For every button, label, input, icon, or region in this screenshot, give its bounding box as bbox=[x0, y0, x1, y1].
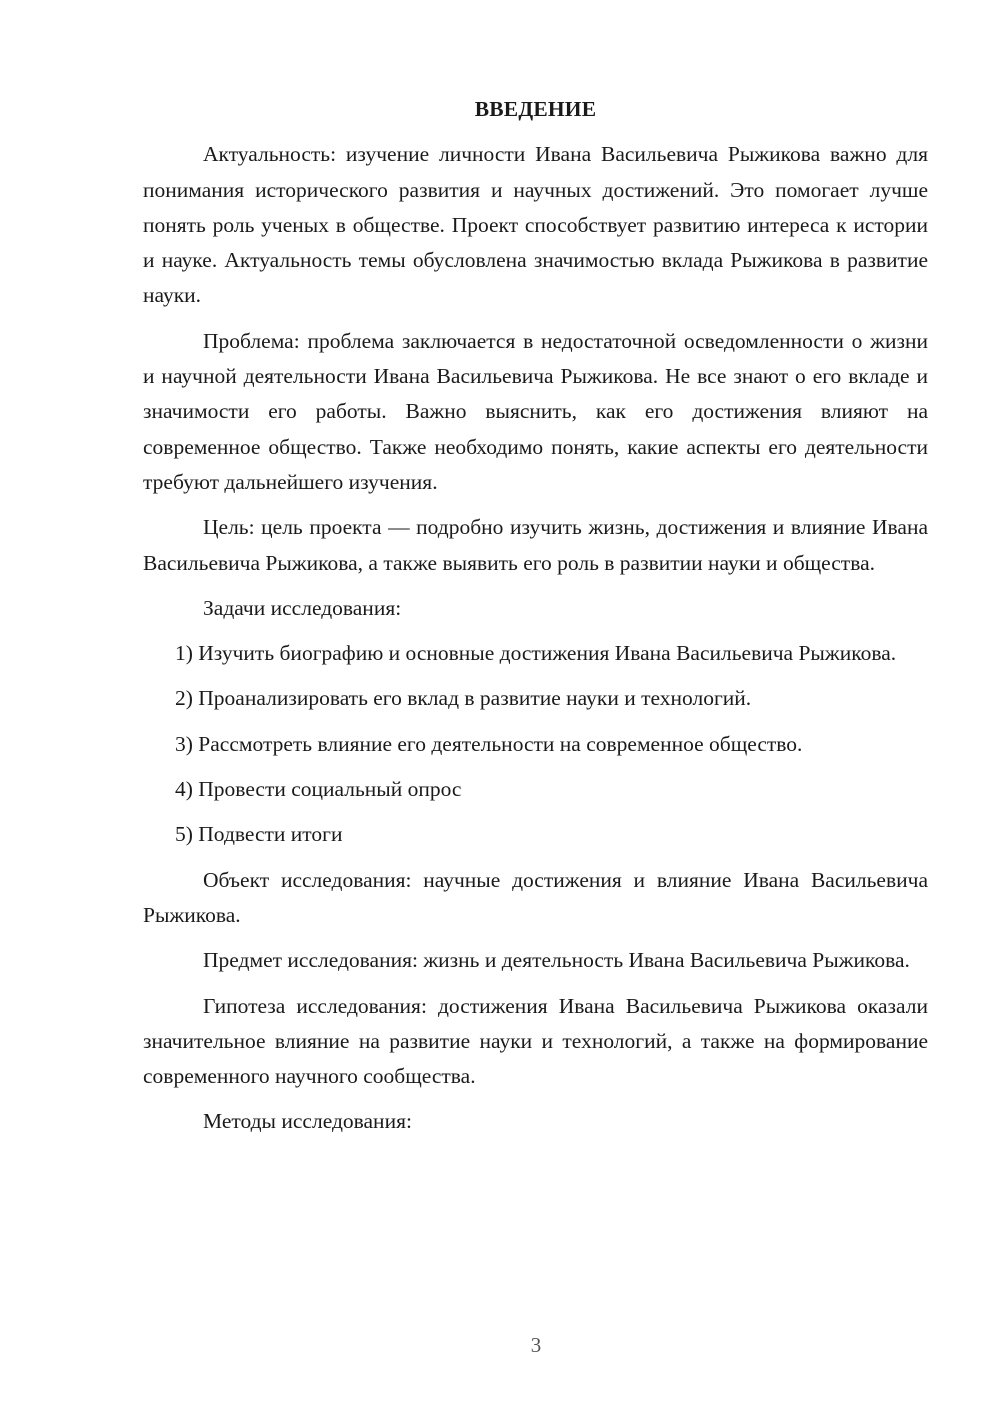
problem-paragraph: Проблема: проблема заключается в недостаточной осведомленности о жизни и научной деятельности Ивана Васильевича Рыжикова. Не все знают о его вкладе и значимости его работы. Важно выяснить, как его достижения влияют на современное общество. Также необходимо понять, какие аспекты его деятельности требуют дальнейшего изучения. bbox=[143, 328, 928, 494]
object-paragraph: Объект исследования: научные достижения и влияние Ивана Васильевича Рыжикова. bbox=[143, 867, 928, 927]
task-item-5: 5) Подвести итоги bbox=[175, 822, 343, 847]
hypothesis-paragraph: Гипотеза исследования: достижения Ивана Васильевича Рыжикова оказали значительное влияние на развитие науки и технологий, а также на формирование современного научного сообщества. bbox=[143, 993, 928, 1089]
goal-paragraph: Цель: цель проекта — подробно изучить жизнь, достижения и влияние Ивана Васильевича Рыжикова, а также выявить его роль в развитии науки и общества. bbox=[143, 515, 928, 575]
task-item-1: 1) Изучить биографию и основные достижения Ивана Васильевича Рыжикова. bbox=[175, 641, 897, 666]
methods-title: Методы исследования: bbox=[203, 1109, 412, 1134]
document-page bbox=[143, 92, 928, 1150]
task-item-3: 3) Рассмотреть влияние его деятельности на современное общество. bbox=[175, 731, 803, 756]
section-heading: ВВЕДЕНИЕ bbox=[474, 97, 597, 121]
task-item-2: 2) Проанализировать его вклад в развитие науки и технологий. bbox=[175, 686, 752, 711]
page-number: 3 bbox=[530, 1333, 542, 1357]
tasks-title: Задачи исследования: bbox=[203, 595, 402, 620]
task-item-4: 4) Провести социальный опрос bbox=[175, 777, 462, 802]
relevance-paragraph: Актуальность: изучение личности Ивана Васильевича Рыжикова важно для понимания исторического развития и научных достижений. Это помогает лучше понять роль ученых в обществе. Проект способствует развитию интереса к истории и науке. Актуальность темы обусловлена значимостью вклада Рыжикова в развитие науки. bbox=[143, 142, 928, 308]
subject-paragraph: Предмет исследования: жизнь и деятельность Ивана Васильевича Рыжикова. bbox=[203, 948, 910, 973]
